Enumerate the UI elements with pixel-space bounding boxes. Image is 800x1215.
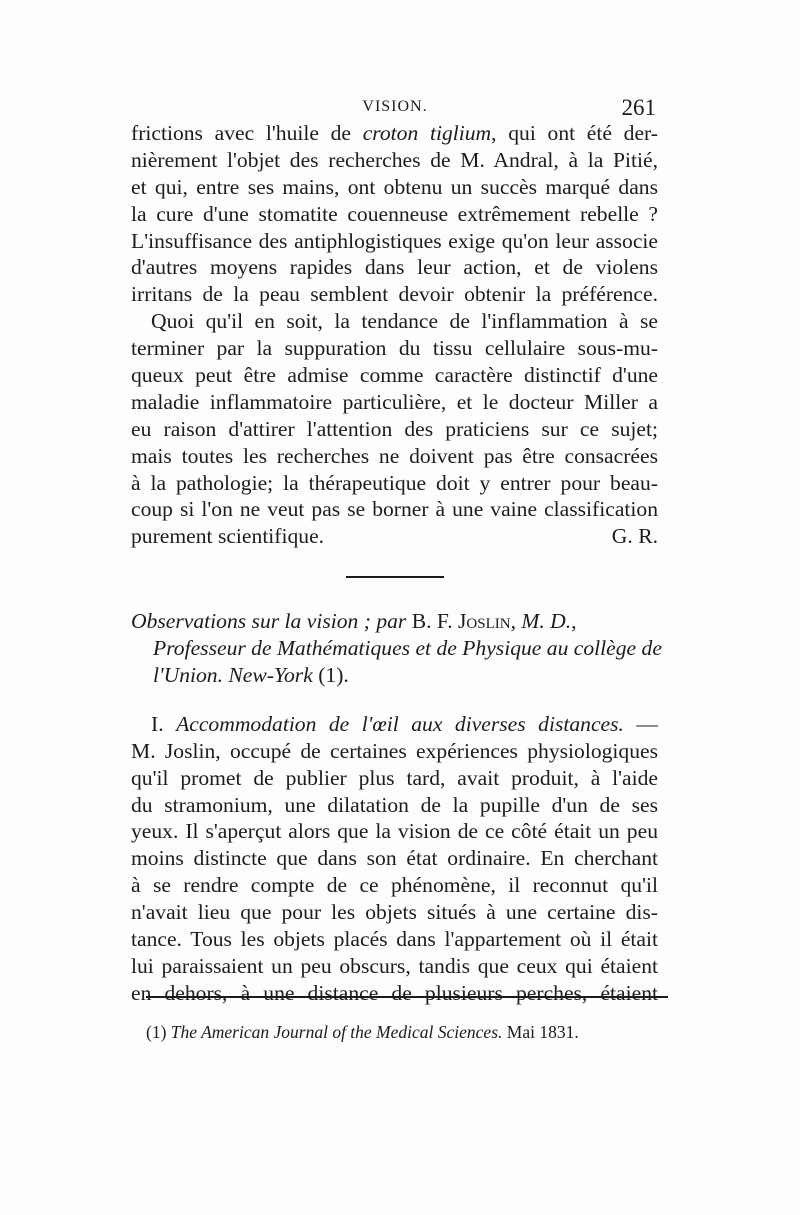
text-line: tance. Tous les objets placés dans l'appartement où il était bbox=[131, 927, 658, 952]
text-line: purement scientifique. G. R. bbox=[131, 524, 658, 549]
title-line: Observations sur la vision ; par B. F. Joslin, M. D., bbox=[131, 609, 577, 634]
text-line: d'autres moyens rapides dans leur action, et de violens bbox=[131, 255, 658, 280]
footnote-source: The American Journal of the Medical Sciences. bbox=[170, 1022, 503, 1042]
text-line: mais toutes les recherches ne doivent pas être consacrées bbox=[131, 443, 658, 468]
text-line: n'avait lieu que pour les objets situés à une certaine dis- bbox=[131, 900, 658, 925]
footnote-rule bbox=[146, 996, 668, 998]
text-line: à la pathologie; la thérapeutique doit y entrer pour beau- bbox=[131, 470, 658, 495]
text-line: lui paraissaient un peu obscurs, tandis que ceux qui étaient bbox=[131, 953, 658, 978]
text-line: à se rendre compte de ce phénomène, il reconnut qu'il bbox=[131, 873, 658, 898]
body-text bbox=[131, 120, 662, 1007]
text-line: eu raison d'attirer l'attention des praticiens sur ce sujet; bbox=[131, 416, 658, 441]
text-line: coup si l'on ne veut pas se borner à une vaine classification bbox=[131, 497, 658, 522]
text-line: frictions avec l'huile de croton tiglium, qui ont été der- bbox=[131, 121, 658, 145]
paragraph-1 bbox=[131, 120, 658, 308]
footnote-date: Mai 1831. bbox=[506, 1022, 579, 1042]
text-line: terminer par la suppuration du tissu cellulaire sous-mu- bbox=[131, 336, 658, 361]
section-separator bbox=[346, 576, 444, 578]
title-line: l'Union. New-York (1). bbox=[153, 663, 349, 688]
text-line: L'insuffisance des antiphlogistiques exige qu'on leur associe bbox=[131, 228, 658, 253]
footnote bbox=[146, 1022, 676, 1043]
text-line: la cure d'une stomatite couenneuse extrêmement rebelle ? bbox=[131, 201, 658, 226]
footnote-marker: (1) bbox=[146, 1022, 167, 1042]
running-head: VISION. bbox=[362, 98, 428, 115]
paragraph-2 bbox=[131, 308, 658, 550]
text-line: queux peut être admise comme caractère distinctif d'une bbox=[131, 363, 658, 388]
text-line: moins distincte que dans son état ordinaire. En cherchant bbox=[131, 846, 658, 871]
section-1 bbox=[131, 711, 658, 1007]
section-heading: I. Accommodation de l'œil aux diverses distances. — bbox=[151, 711, 658, 736]
text-line: et qui, entre ses mains, ont obtenu un succès marqué dans bbox=[131, 174, 658, 199]
text-line: maladie inflammatoire particulière, et le docteur Miller a bbox=[131, 389, 658, 414]
text-line: qu'il promet de publier plus tard, avait produit, à l'aide bbox=[131, 765, 658, 790]
text-line: nièrement l'objet des recherches de M. Andral, à la Pitié, bbox=[131, 147, 658, 172]
text-line: yeux. Il s'aperçut alors que la vision de ce côté était un peu bbox=[131, 819, 658, 844]
text-line: irritans de la peau semblent devoir obtenir la préférence. bbox=[131, 282, 658, 307]
text-line: en dehors, à une distance de plusieurs perches, étaient bbox=[131, 980, 658, 1005]
text-line: Quoi qu'il en soit, la tendance de l'inflammation à se bbox=[151, 309, 658, 334]
author-signature: G. R. bbox=[611, 524, 658, 549]
article-title bbox=[131, 608, 662, 689]
text-line: du stramonium, une dilatation de la pupille d'un de ses bbox=[131, 792, 658, 817]
title-line: Professeur de Mathématiques et de Physique au collège de bbox=[153, 636, 662, 661]
text-line: M. Joslin, occupé de certaines expériences physiologiques bbox=[131, 738, 658, 763]
page-number: 261 bbox=[621, 95, 656, 120]
